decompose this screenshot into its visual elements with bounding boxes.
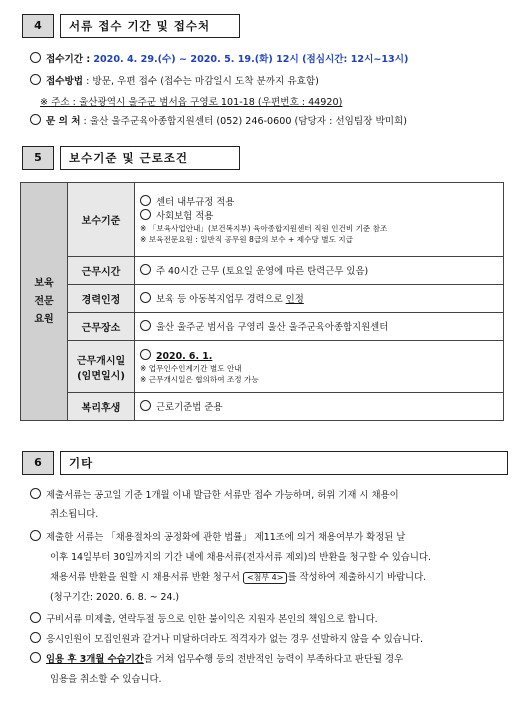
attachment-tag: <첨부 4>	[243, 572, 288, 584]
career-value: 보육 등 아동복지업무 경력으로	[156, 293, 286, 305]
note-3	[32, 610, 502, 629]
contact-line	[30, 114, 407, 129]
method-line	[30, 74, 319, 89]
section-4-number: 4	[22, 14, 54, 38]
start-date: 2020. 6. 1.	[156, 350, 213, 362]
contact-label: 문 의 처	[46, 116, 81, 127]
start-note: ※ 근무개시일은 협의하여 조정 가능	[140, 374, 259, 384]
note-5-cont: 임용을 취소할 수 있습니다.	[50, 674, 162, 685]
note-2	[32, 528, 502, 547]
hours-value: 주 40시간 근무 (토요일 운영에 따른 탄력근무 있음)	[156, 265, 369, 277]
side-label	[21, 183, 68, 421]
note-text: 제출한 서류는 「채용절차의 공정화에 관한 법률」 제11조에 의거 채용여부가 확정된 날	[46, 532, 406, 543]
career-value-underlined: 인정	[285, 293, 304, 305]
row-label: 보수기준	[68, 183, 135, 257]
pay-cell	[135, 183, 504, 257]
note-text: 를 작성하여 제출하시기 바랍니다.	[287, 572, 427, 583]
method-value: : 방문, 우편 접수 (접수는 마감일시 도착 분까지 유효함)	[86, 76, 319, 87]
welfare-cell	[135, 393, 504, 421]
side-label-line: 요원	[34, 313, 54, 325]
pay-line: 사회보험 적용	[156, 210, 214, 222]
row-label: 근무시간	[68, 257, 135, 285]
section-5-title: 보수기준 및 근로조건	[60, 146, 240, 170]
circle-bullet-icon	[140, 209, 151, 220]
conditions-table	[20, 182, 504, 421]
note-2-period: (청구기간: 2020. 6. 8. ~ 24.)	[50, 592, 180, 603]
method-label: 접수방법	[46, 76, 84, 87]
pay-note: ※ 「보육사업안내」(보건복지부) 육아종합지원센터 직원 인건비 기준 참조	[140, 223, 388, 233]
pay-note: ※ 보육전문요원 : 일반직 공무원 8급의 보수 + 제수당 별도 지급	[140, 234, 353, 244]
note-text: 채용서류 반환을 원할 시 채용서류 반환 청구서	[50, 572, 240, 583]
period-value: 2020. 4. 29.(수) ~ 2020. 5. 19.(화) 12시 (점심시간: 12시~13시)	[93, 54, 409, 65]
circle-bullet-icon	[30, 488, 41, 499]
section-5-number: 5	[22, 146, 54, 170]
start-cell	[135, 341, 504, 393]
section-6-number: 6	[22, 451, 54, 475]
note-2-cont: 이후 14일부터 30일까지의 기간 내에 채용서류(전자서류 제외)의 반환을 청구할 수 있습니다.	[50, 552, 431, 563]
circle-bullet-icon	[30, 530, 41, 541]
address-line: ※ 주소 : 울산광역시 울주군 범서읍 구영로 101-18 (우편번호 : 44920)	[40, 97, 343, 108]
period-label: 접수기간 :	[46, 54, 91, 65]
note-1	[32, 486, 502, 505]
location-value: 울산 울주군 범서읍 구영리 울산 울주군육아종합지원센터	[156, 321, 389, 333]
circle-bullet-icon	[140, 320, 151, 331]
section-6-title: 기타	[60, 451, 508, 475]
circle-bullet-icon	[30, 652, 41, 663]
career-cell	[135, 285, 504, 313]
hours-cell	[135, 257, 504, 285]
note-2-cont	[50, 568, 426, 587]
section-4-title: 서류 접수 기간 및 접수처	[60, 14, 240, 38]
circle-bullet-icon	[140, 400, 151, 411]
circle-bullet-icon	[140, 264, 151, 275]
start-label-line: 근무개시일	[76, 355, 126, 367]
circle-bullet-icon	[140, 292, 151, 303]
circle-bullet-icon	[30, 612, 41, 623]
circle-bullet-icon	[30, 52, 41, 63]
note-5	[32, 650, 502, 669]
circle-bullet-icon	[30, 74, 41, 85]
row-label: 근무장소	[68, 313, 135, 341]
start-label-line: (임면일시)	[77, 370, 125, 382]
start-note: ※ 업무인수인계기간 별도 안내	[140, 363, 242, 373]
circle-bullet-icon	[140, 195, 151, 206]
welfare-value: 근로기준법 준용	[156, 401, 223, 413]
side-label-line: 전문	[34, 295, 54, 307]
note-text: 응시인원이 모집인원과 같거나 미달하더라도 적격자가 없는 경우 선발하지 않을 수 있습니다.	[46, 634, 423, 645]
note-text: 제출서류는 공고일 기준 1개월 이내 발급한 서류만 접수 가능하며, 허위 기재 시 채용이	[46, 490, 399, 501]
period-line	[30, 52, 408, 67]
note-1-cont: 취소됩니다.	[50, 509, 99, 520]
note-text: 을 거쳐 업무수행 등의 전반적인 능력이 부족하다고 판단될 경우	[143, 654, 404, 665]
contact-value: : 울산 울주군육아종합지원센터 (052) 246-0600 (담당자 : 선임팀장 박미희)	[83, 116, 408, 127]
note-text-bold: 임용 후 3개월 수습기간	[46, 654, 144, 665]
pay-line: 센터 내부규정 적용	[156, 196, 235, 208]
note-text: 구비서류 미제출, 연락두절 등으로 인한 불이익은 지원자 본인의 책임으로 합니다.	[46, 614, 378, 625]
note-4	[32, 630, 502, 649]
side-label-line: 보육	[34, 277, 54, 289]
row-label: 복리후생	[68, 393, 135, 421]
row-label: 경력인정	[68, 285, 135, 313]
circle-bullet-icon	[140, 349, 151, 360]
circle-bullet-icon	[30, 632, 41, 643]
row-label	[68, 341, 135, 393]
circle-bullet-icon	[30, 114, 41, 125]
location-cell	[135, 313, 504, 341]
